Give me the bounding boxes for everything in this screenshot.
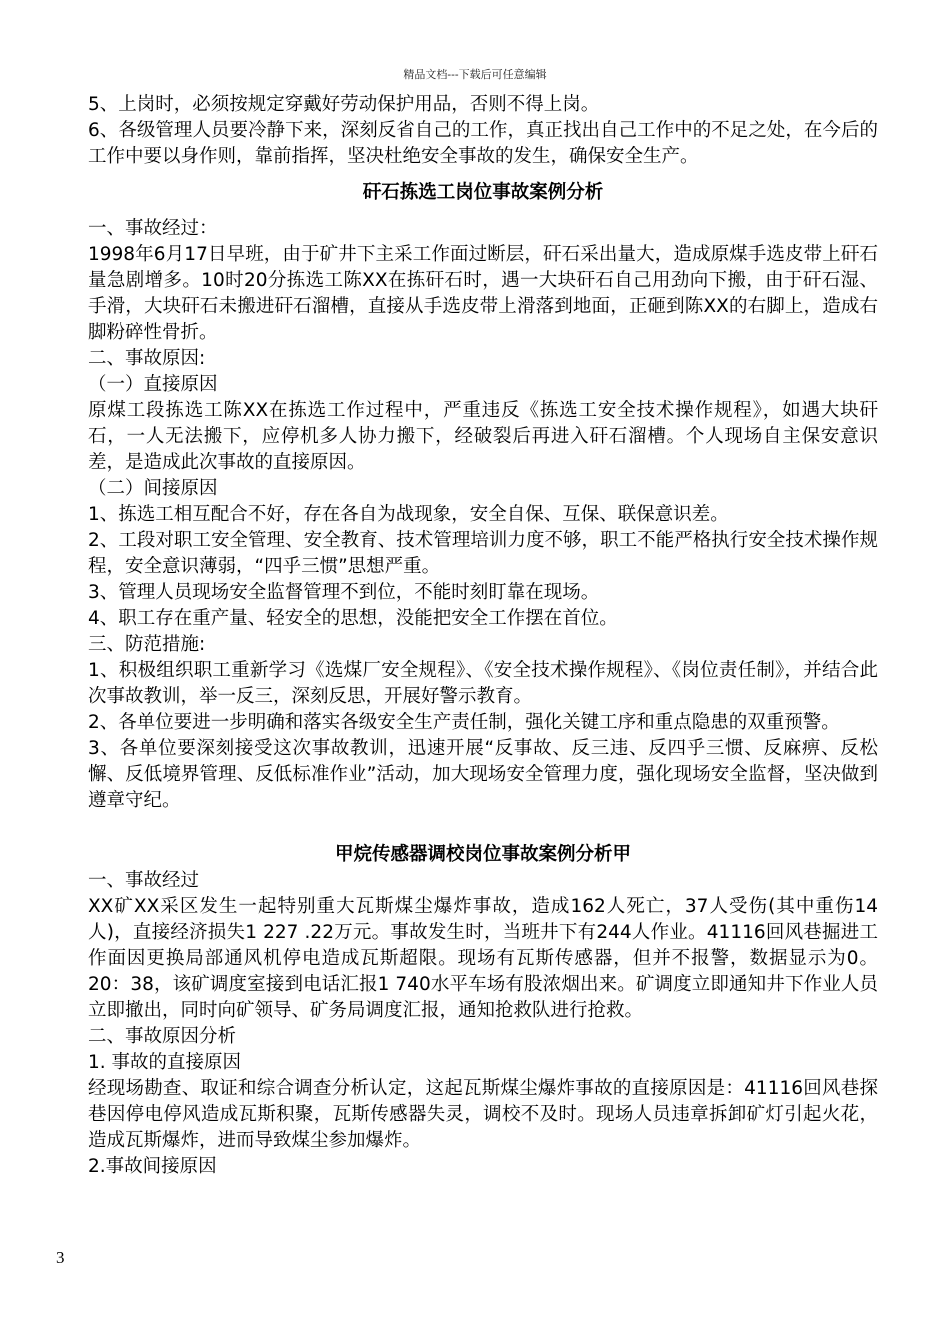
list-item: 4、职工存在重产量、轻安全的思想，没能把安全工作摆在首位。	[88, 608, 618, 629]
header-watermark: 精品文档---下载后可任意编辑	[403, 68, 547, 81]
paragraph: 经现场勘查、取证和综合调查分析认定，这起瓦斯煤尘爆炸事故的直接原因是：41116回风巷探巷因停电停风造成瓦斯积聚，瓦斯传感器失灵，调校不及时。现场人员违章拆卸矿灯引起火花，造成瓦斯爆炸，进而导致煤尘参加爆炸。	[88, 1078, 878, 1151]
subsection-heading: （二）间接原因	[88, 478, 218, 499]
list-item: 2、工段对职工安全管理、安全教育、技术管理培训力度不够，职工不能严格执行安全技术操作规程，安全意识薄弱，“四乎三惯”思想严重。	[88, 530, 878, 577]
document-body	[88, 92, 878, 1180]
paragraph: XX矿XX采区发生一起特别重大瓦斯煤尘爆炸事故，造成162人死亡，37人受伤(其中重伤14人)，直接经济损失1 227 .22万元。事故发生时，当班井下有244人作业。41116回风巷掘进工作面因更换局部通风机停电造成瓦斯超限。现场有瓦斯传感器，但并不报警，数据显示为0。20：38，该矿调度室接到电话汇报1 740水平车场有股浓烟出来。矿调度立即通知井下作业人员立即撤出，同时向矿领导、矿务局调度汇报，通知抢救队进行抢救。	[88, 896, 878, 1021]
subsection-heading: 2.事故间接原因	[88, 1156, 217, 1177]
paragraph: 6、各级管理人员要冷静下来，深刻反省自己的工作，真正找出自己工作中的不足之处，在今后的工作中要以身作则，靠前指挥，坚决杜绝安全事故的发生，确保安全生产。	[88, 120, 878, 167]
section-heading: 一、事故经过：	[88, 218, 218, 239]
section-title: 甲烷传感器调校岗位事故案例分析甲	[334, 844, 631, 865]
list-item: 1、积极组织职工重新学习《选煤厂安全规程》、《安全技术操作规程》、《岗位责任制》，并结合此次事故教训，举一反三，深刻反思，开展好警示教育。	[88, 660, 878, 707]
list-item: 3、管理人员现场安全监督管理不到位，不能时刻盯靠在现场。	[88, 582, 600, 603]
page-number: 3	[56, 1248, 65, 1267]
section-heading: 三、防范措施:	[88, 634, 206, 655]
subsection-heading: （一）直接原因	[88, 374, 218, 395]
section-heading: 二、事故原因分析	[88, 1026, 237, 1047]
list-item: 3、各单位要深刻接受这次事故教训，迅速开展“反事故、反三违、反四乎三惯、反麻痹、反松懈、反低境界管理、反低标准作业”活动，加大现场安全管理力度，强化现场安全监督，坚决做到遵章守纪。	[88, 738, 878, 811]
section-heading: 一、事故经过	[88, 870, 200, 891]
list-item: 2、各单位要进一步明确和落实各级安全生产责任制，强化关键工序和重点隐患的双重预警。	[88, 712, 840, 733]
subsection-heading: 1. 事故的直接原因	[88, 1052, 242, 1073]
section-heading: 二、事故原因:	[88, 348, 206, 369]
paragraph: 1998年6月17日早班，由于矿井下主采工作面过断层，矸石采出量大，造成原煤手选皮带上矸石量急剧增多。10时20分拣选工陈XX在拣矸石时，遇一大块矸石自己用劲向下搬，由于矸石湿、手滑，大块矸石未搬进矸石溜槽，直接从手选皮带上滑落到地面，正砸到陈XX的右脚上，造成右脚粉碎性骨折。	[88, 244, 878, 343]
section-title: 矸石拣选工岗位事故案例分析	[362, 182, 604, 203]
list-item: 1、拣选工相互配合不好，存在各自为战现象，安全自保、互保、联保意识差。	[88, 504, 729, 525]
paragraph: 5、上岗时，必须按规定穿戴好劳动保护用品，否则不得上岗。	[88, 94, 600, 115]
paragraph: 原煤工段拣选工陈XX在拣选工作过程中，严重违反《拣选工安全技术操作规程》，如遇大块矸石，一人无法搬下，应停机多人协力搬下，经破裂后再进入矸石溜槽。个人现场自主保安意识差，是造成此次事故的直接原因。	[88, 400, 878, 473]
